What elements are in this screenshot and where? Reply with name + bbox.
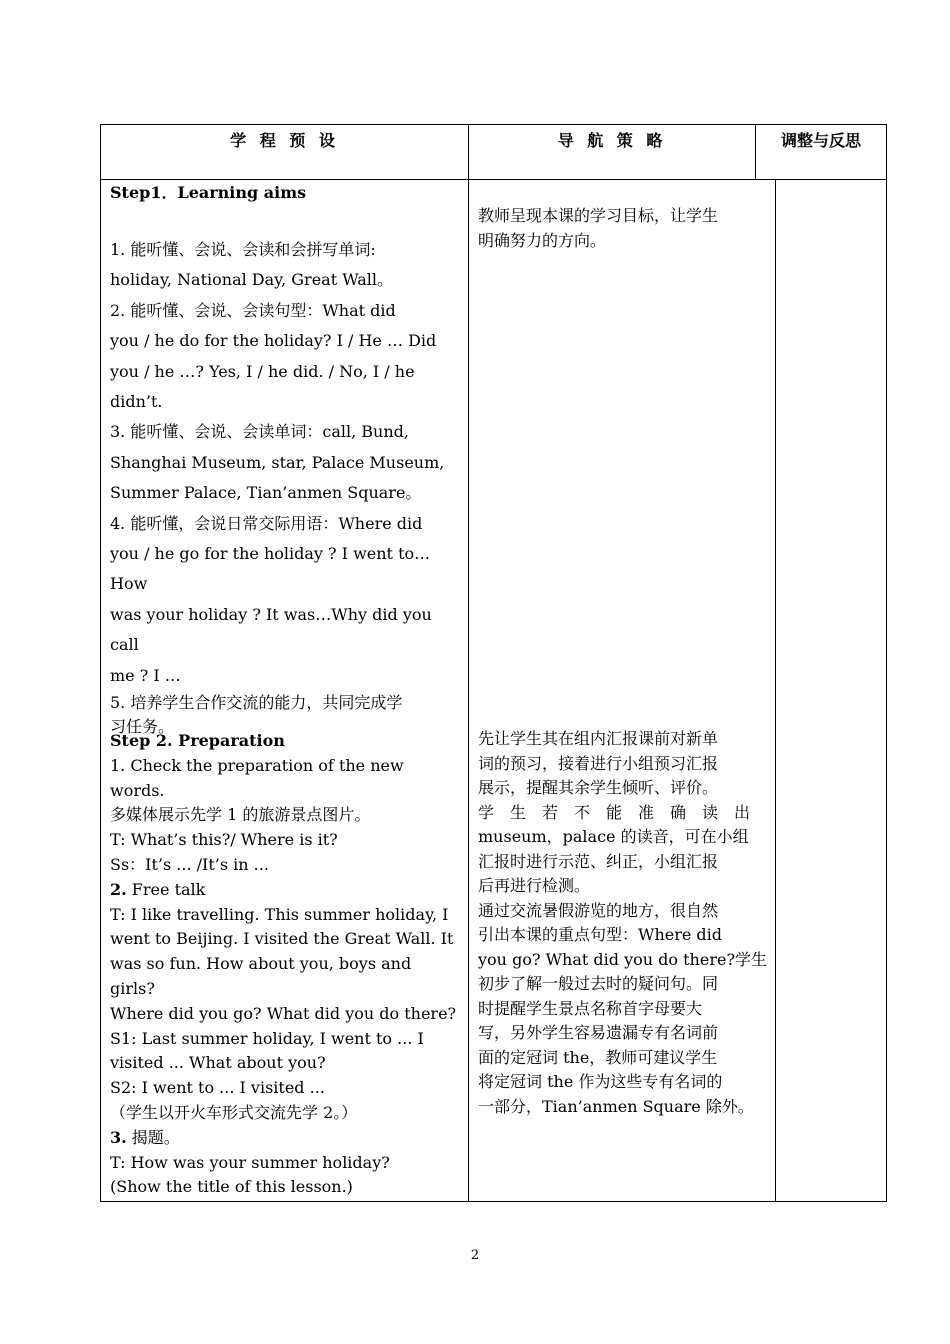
aim-line: 2. 能听懂、会说、会读句型：What did [110, 300, 396, 320]
talk-line: went to Beijing. I visited the Great Wall. It [110, 929, 454, 949]
lesson-title-heading [110, 1126, 460, 1151]
closing-line: T: How was your summer holiday? [110, 1152, 390, 1172]
aim-line: Summer Palace, Tian’anmen Square。 [110, 483, 422, 503]
strategy-line: 展示，提醒其余学生倾听、评价。 [478, 778, 719, 797]
strategy-line: 先让学生其在组内汇报课前对新单 [478, 729, 719, 748]
aim-line: 3. 能听懂、会说、会读单词：call, Bund, [110, 422, 409, 442]
talk-line: was so fun. How about you, boys and girls? [110, 954, 412, 998]
page-number: 2 [470, 1248, 480, 1263]
aim-line: 1. 能听懂、会说、会读和会拼写单词: [110, 240, 376, 259]
step1-title: Step1．Learning aims [110, 183, 307, 202]
table-divider-col1 [468, 124, 469, 1202]
aim-line: was your holiday ? It was…Why did you call [110, 604, 432, 655]
aim-line: didn’t. [110, 392, 163, 412]
plan-line: Ss：It’s ... /It’s in ... [110, 854, 269, 874]
strategy-line: 时提醒学生景点名称首字母要大 [478, 998, 703, 1018]
strategy-line: you go? What did you do there?学生 [478, 949, 768, 969]
strategy-line: 将定冠词 the 作为这些专有名词的 [478, 1072, 723, 1091]
aim-line: 习任务。 [110, 717, 175, 737]
talk-line: T: I like travelling. This summer holiday, I [110, 904, 449, 924]
free-talk-heading [110, 878, 460, 903]
step2-title: Step 2. Preparation [110, 731, 285, 750]
aim-line: 5. 培养学生合作交流的能力，共同完成学 [110, 693, 403, 713]
aim-line: me ? I … [110, 665, 181, 685]
step2-strategy [478, 727, 768, 1119]
strategy-line: 面的定冠词 the，教师可建议学生 [478, 1047, 718, 1067]
strategy-line: museum，palace 的读音，可在小组 [478, 827, 749, 846]
strategy-line: 写，另外学生容易遗漏专有名词前 [478, 1023, 719, 1042]
table-border-bottom [100, 1201, 887, 1202]
strategy-line: 汇报时进行示范、纠正，小组汇报 [478, 851, 719, 871]
free-talk-number: 2. [110, 879, 127, 899]
step1-plan [110, 181, 462, 739]
talk-line: S1: Last summer holiday, I went to ... I [110, 1028, 424, 1048]
strategy-line: 引出本课的重点句型：Where did [478, 925, 723, 944]
step1-strategy [478, 204, 768, 253]
closing-line: (Show the title of this lesson.) [110, 1177, 353, 1197]
lesson-title-number: 3. [110, 1127, 127, 1147]
spacer [110, 205, 462, 229]
header-plan: 学 程 预 设 [230, 131, 339, 150]
lesson-title-label: 揭题。 [126, 1127, 180, 1147]
strategy-line: 初步了解一般过去时的疑问句。同 [478, 974, 719, 993]
header-strategy: 导 航 策 略 [557, 131, 667, 150]
talk-line: Where did you go? What did you do there? [110, 1003, 457, 1023]
strategy-line: 后再进行检测。 [478, 876, 591, 895]
table-border-header-bottom [100, 179, 887, 180]
table-border-left [100, 124, 101, 1202]
aim-line: you / he go for the holiday ? I went to…How [110, 544, 431, 594]
table-border-right [886, 124, 887, 1202]
strategy-line: 通过交流暑假游览的地方，很自然 [478, 900, 719, 920]
free-talk-label: Free talk [126, 879, 206, 899]
aim-line: 4. 能听懂，会说日常交际用语：Where did [110, 513, 423, 533]
strategy-line: 明确努力的方向。 [478, 230, 607, 250]
aim-line: Shanghai Museum, star, Palace Museum, [110, 452, 445, 472]
talk-line: （学生以开火车形式交流先学 2。） [110, 1102, 358, 1122]
plan-line: 多媒体展示先学 1 的旅游景点图片。 [110, 805, 371, 825]
table-border-top [100, 124, 887, 125]
header-reflection: 调整与反思 [780, 131, 861, 150]
aim-line: holiday, National Day, Great Wall。 [110, 270, 394, 290]
talk-line: visited ... What about you? [110, 1053, 326, 1073]
step2-plan [110, 729, 460, 1200]
strategy-line: 教师呈现本课的学习目标，让学生 [478, 206, 719, 225]
strategy-line: 一部分，Tian’anmen Square 除外。 [478, 1096, 754, 1116]
strategy-line: 词的预习，接着进行小组预习汇报 [478, 753, 719, 773]
plan-line: 1. Check the preparation of the new words. [110, 755, 404, 800]
plan-line: T: What’s this?/ Where is it? [110, 830, 338, 850]
table-divider-col2-body [775, 179, 776, 1202]
strategy-line: 学 生 若 不 能 准 确 读 出 [478, 802, 751, 822]
aim-line: you / he …? Yes, I / he did. / No, I / he [110, 361, 415, 381]
talk-line: S2: I went to ... I visited ... [110, 1078, 325, 1098]
aim-line: you / he do for the holiday? I / He … Did [110, 331, 437, 351]
